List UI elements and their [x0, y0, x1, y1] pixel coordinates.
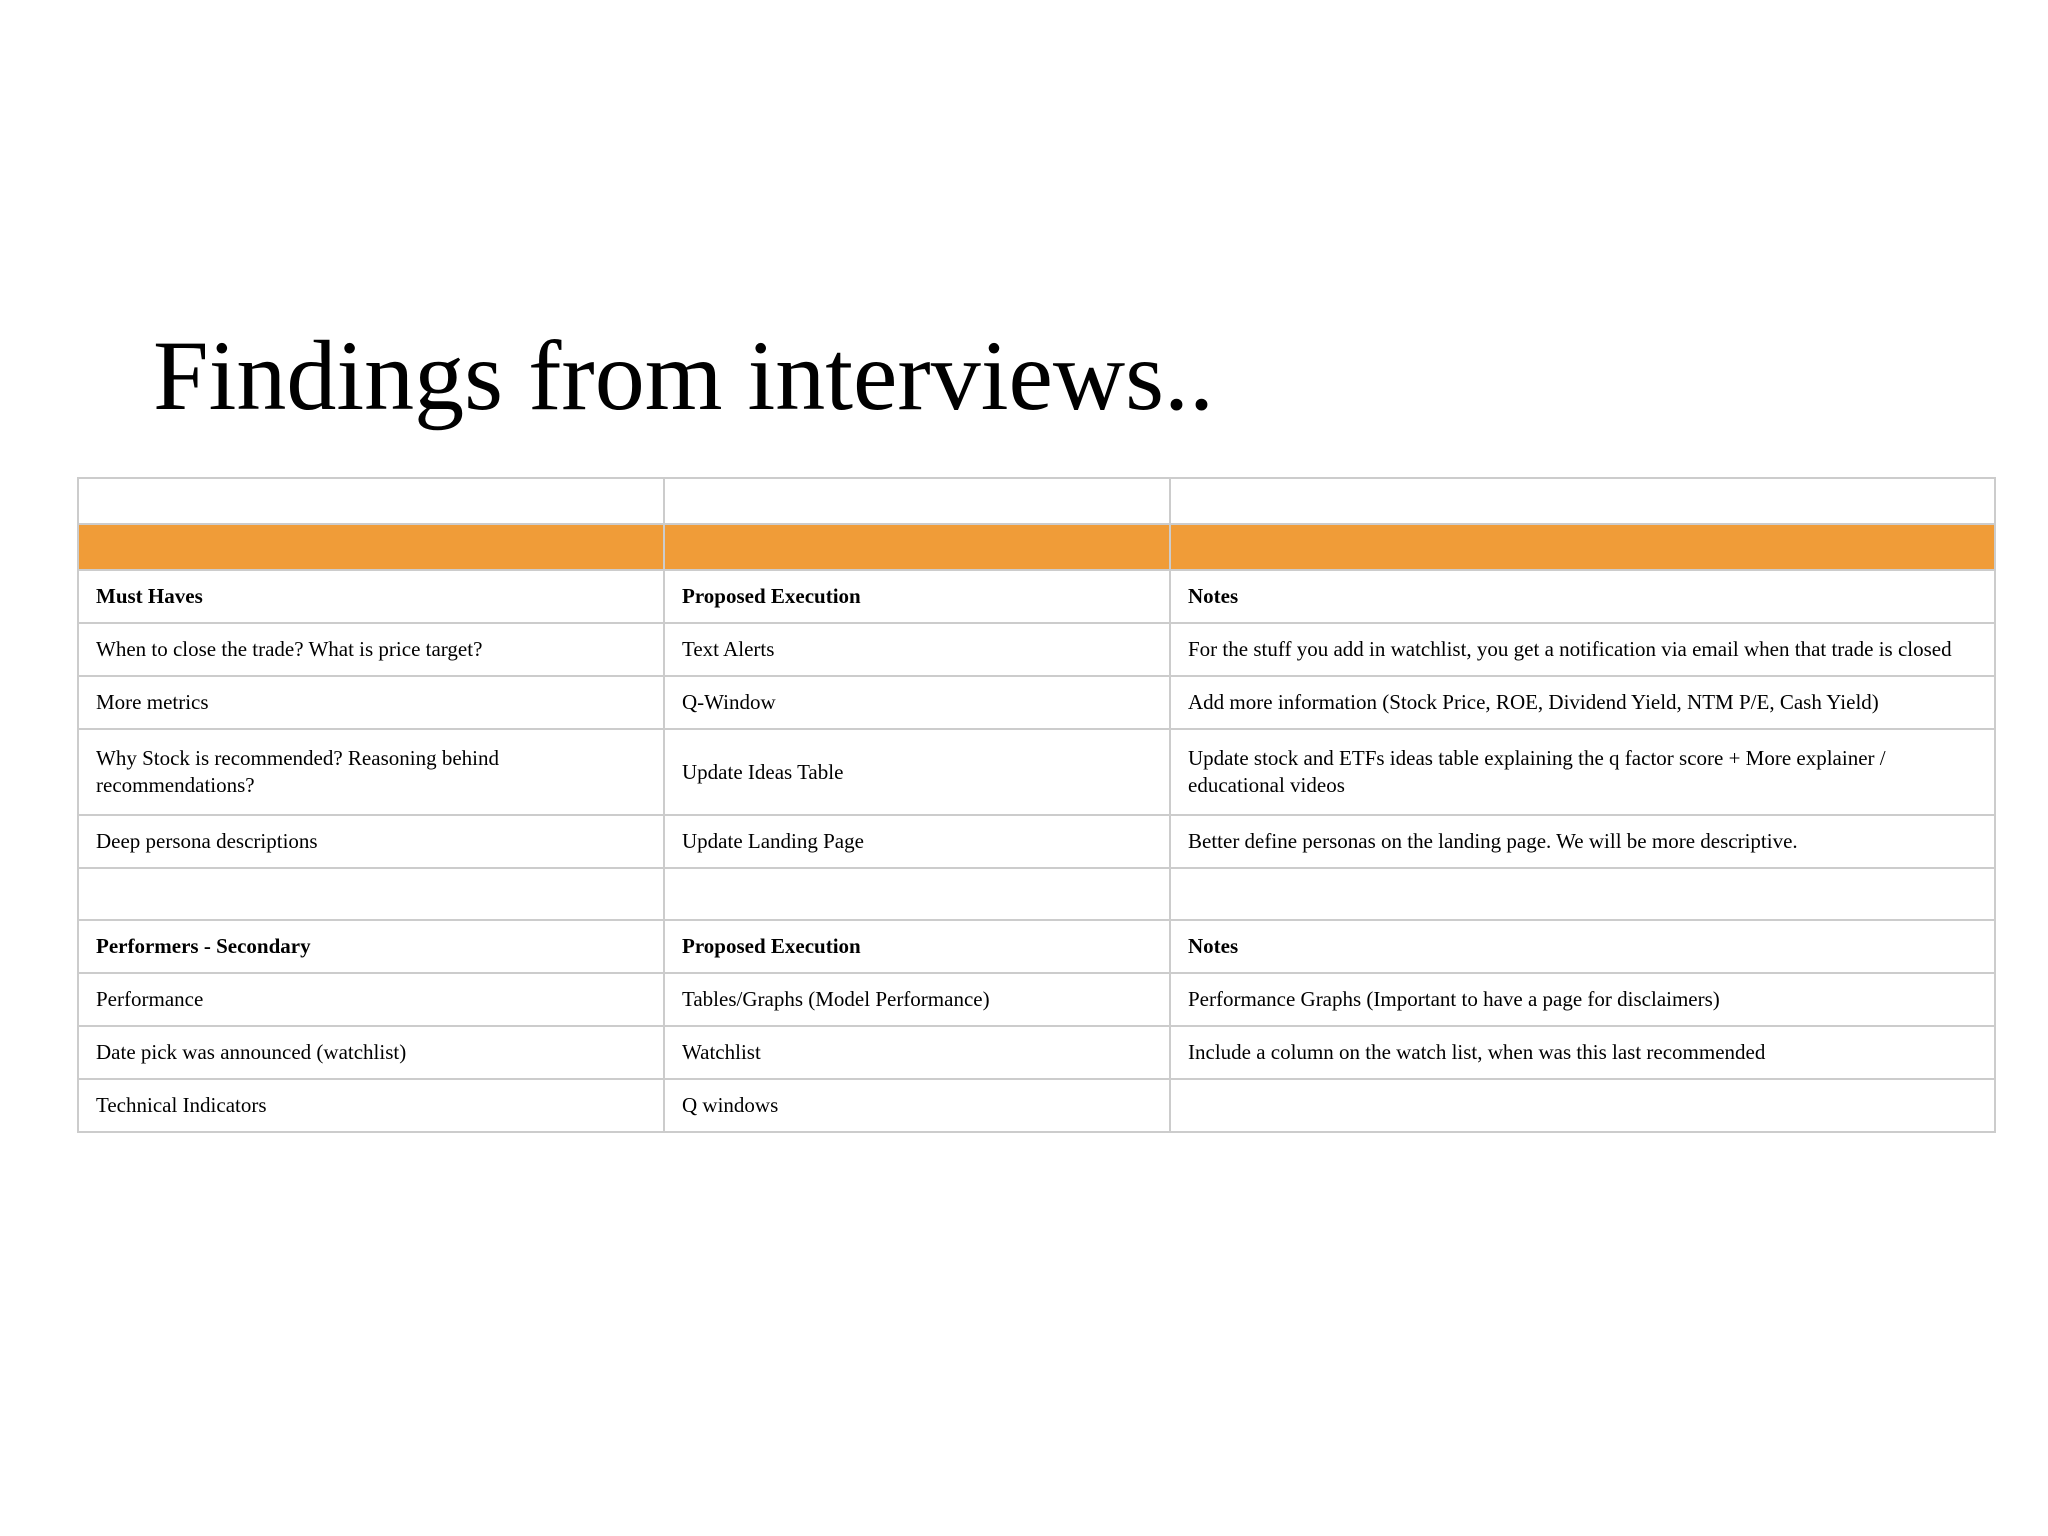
- table-row: [78, 623, 1995, 676]
- execution-cell: Q-Window: [664, 676, 1170, 729]
- empty-cell: [664, 868, 1170, 920]
- column-header-proposed-execution: Proposed Execution: [664, 570, 1170, 623]
- notes-cell: Update stock and ETFs ideas table explaining the q factor score + More explainer / educational videos: [1170, 729, 1995, 815]
- performer-cell: Technical Indicators: [78, 1079, 664, 1132]
- execution-cell: Watchlist: [664, 1026, 1170, 1079]
- column-header-proposed-execution: Proposed Execution: [664, 920, 1170, 973]
- findings-table: [77, 477, 1996, 1133]
- accent-band-row: [78, 524, 1995, 570]
- must-have-cell: When to close the trade? What is price target?: [78, 623, 664, 676]
- notes-cell: For the stuff you add in watchlist, you get a notification via email when that trade is closed: [1170, 623, 1995, 676]
- performers-header-row: [78, 920, 1995, 973]
- must-have-cell: More metrics: [78, 676, 664, 729]
- execution-cell: Update Landing Page: [664, 815, 1170, 868]
- notes-cell: Include a column on the watch list, when was this last recommended: [1170, 1026, 1995, 1079]
- slide-title: Findings from interviews..: [153, 320, 1215, 431]
- empty-cell: [78, 868, 664, 920]
- column-header-notes: Notes: [1170, 920, 1995, 973]
- column-header-notes: Notes: [1170, 570, 1995, 623]
- blank-top-row: [78, 478, 1995, 524]
- column-header-must-haves: Must Haves: [78, 570, 664, 623]
- table-row: [78, 1079, 1995, 1132]
- performer-cell: Date pick was announced (watchlist): [78, 1026, 664, 1079]
- notes-cell: Better define personas on the landing page. We will be more descriptive.: [1170, 815, 1995, 868]
- table-row: [78, 676, 1995, 729]
- table-row: [78, 1026, 1995, 1079]
- execution-cell: Update Ideas Table: [664, 729, 1170, 815]
- table-row: [78, 815, 1995, 868]
- notes-cell: Performance Graphs (Important to have a page for disclaimers): [1170, 973, 1995, 1026]
- table-row: [78, 729, 1995, 815]
- empty-cell: [78, 478, 664, 524]
- must-haves-header-row: [78, 570, 1995, 623]
- notes-cell: [1170, 1079, 1995, 1132]
- execution-cell: Text Alerts: [664, 623, 1170, 676]
- execution-cell: Q windows: [664, 1079, 1170, 1132]
- column-header-performers-secondary: Performers - Secondary: [78, 920, 664, 973]
- table-row: [78, 973, 1995, 1026]
- accent-cell: [1170, 524, 1995, 570]
- execution-cell: Tables/Graphs (Model Performance): [664, 973, 1170, 1026]
- notes-cell: Add more information (Stock Price, ROE, Dividend Yield, NTM P/E, Cash Yield): [1170, 676, 1995, 729]
- accent-cell: [664, 524, 1170, 570]
- accent-cell: [78, 524, 664, 570]
- must-have-cell: Deep persona descriptions: [78, 815, 664, 868]
- empty-cell: [1170, 868, 1995, 920]
- must-have-cell: Why Stock is recommended? Reasoning behind recommendations?: [78, 729, 664, 815]
- empty-cell: [664, 478, 1170, 524]
- spacer-row: [78, 868, 1995, 920]
- performer-cell: Performance: [78, 973, 664, 1026]
- empty-cell: [1170, 478, 1995, 524]
